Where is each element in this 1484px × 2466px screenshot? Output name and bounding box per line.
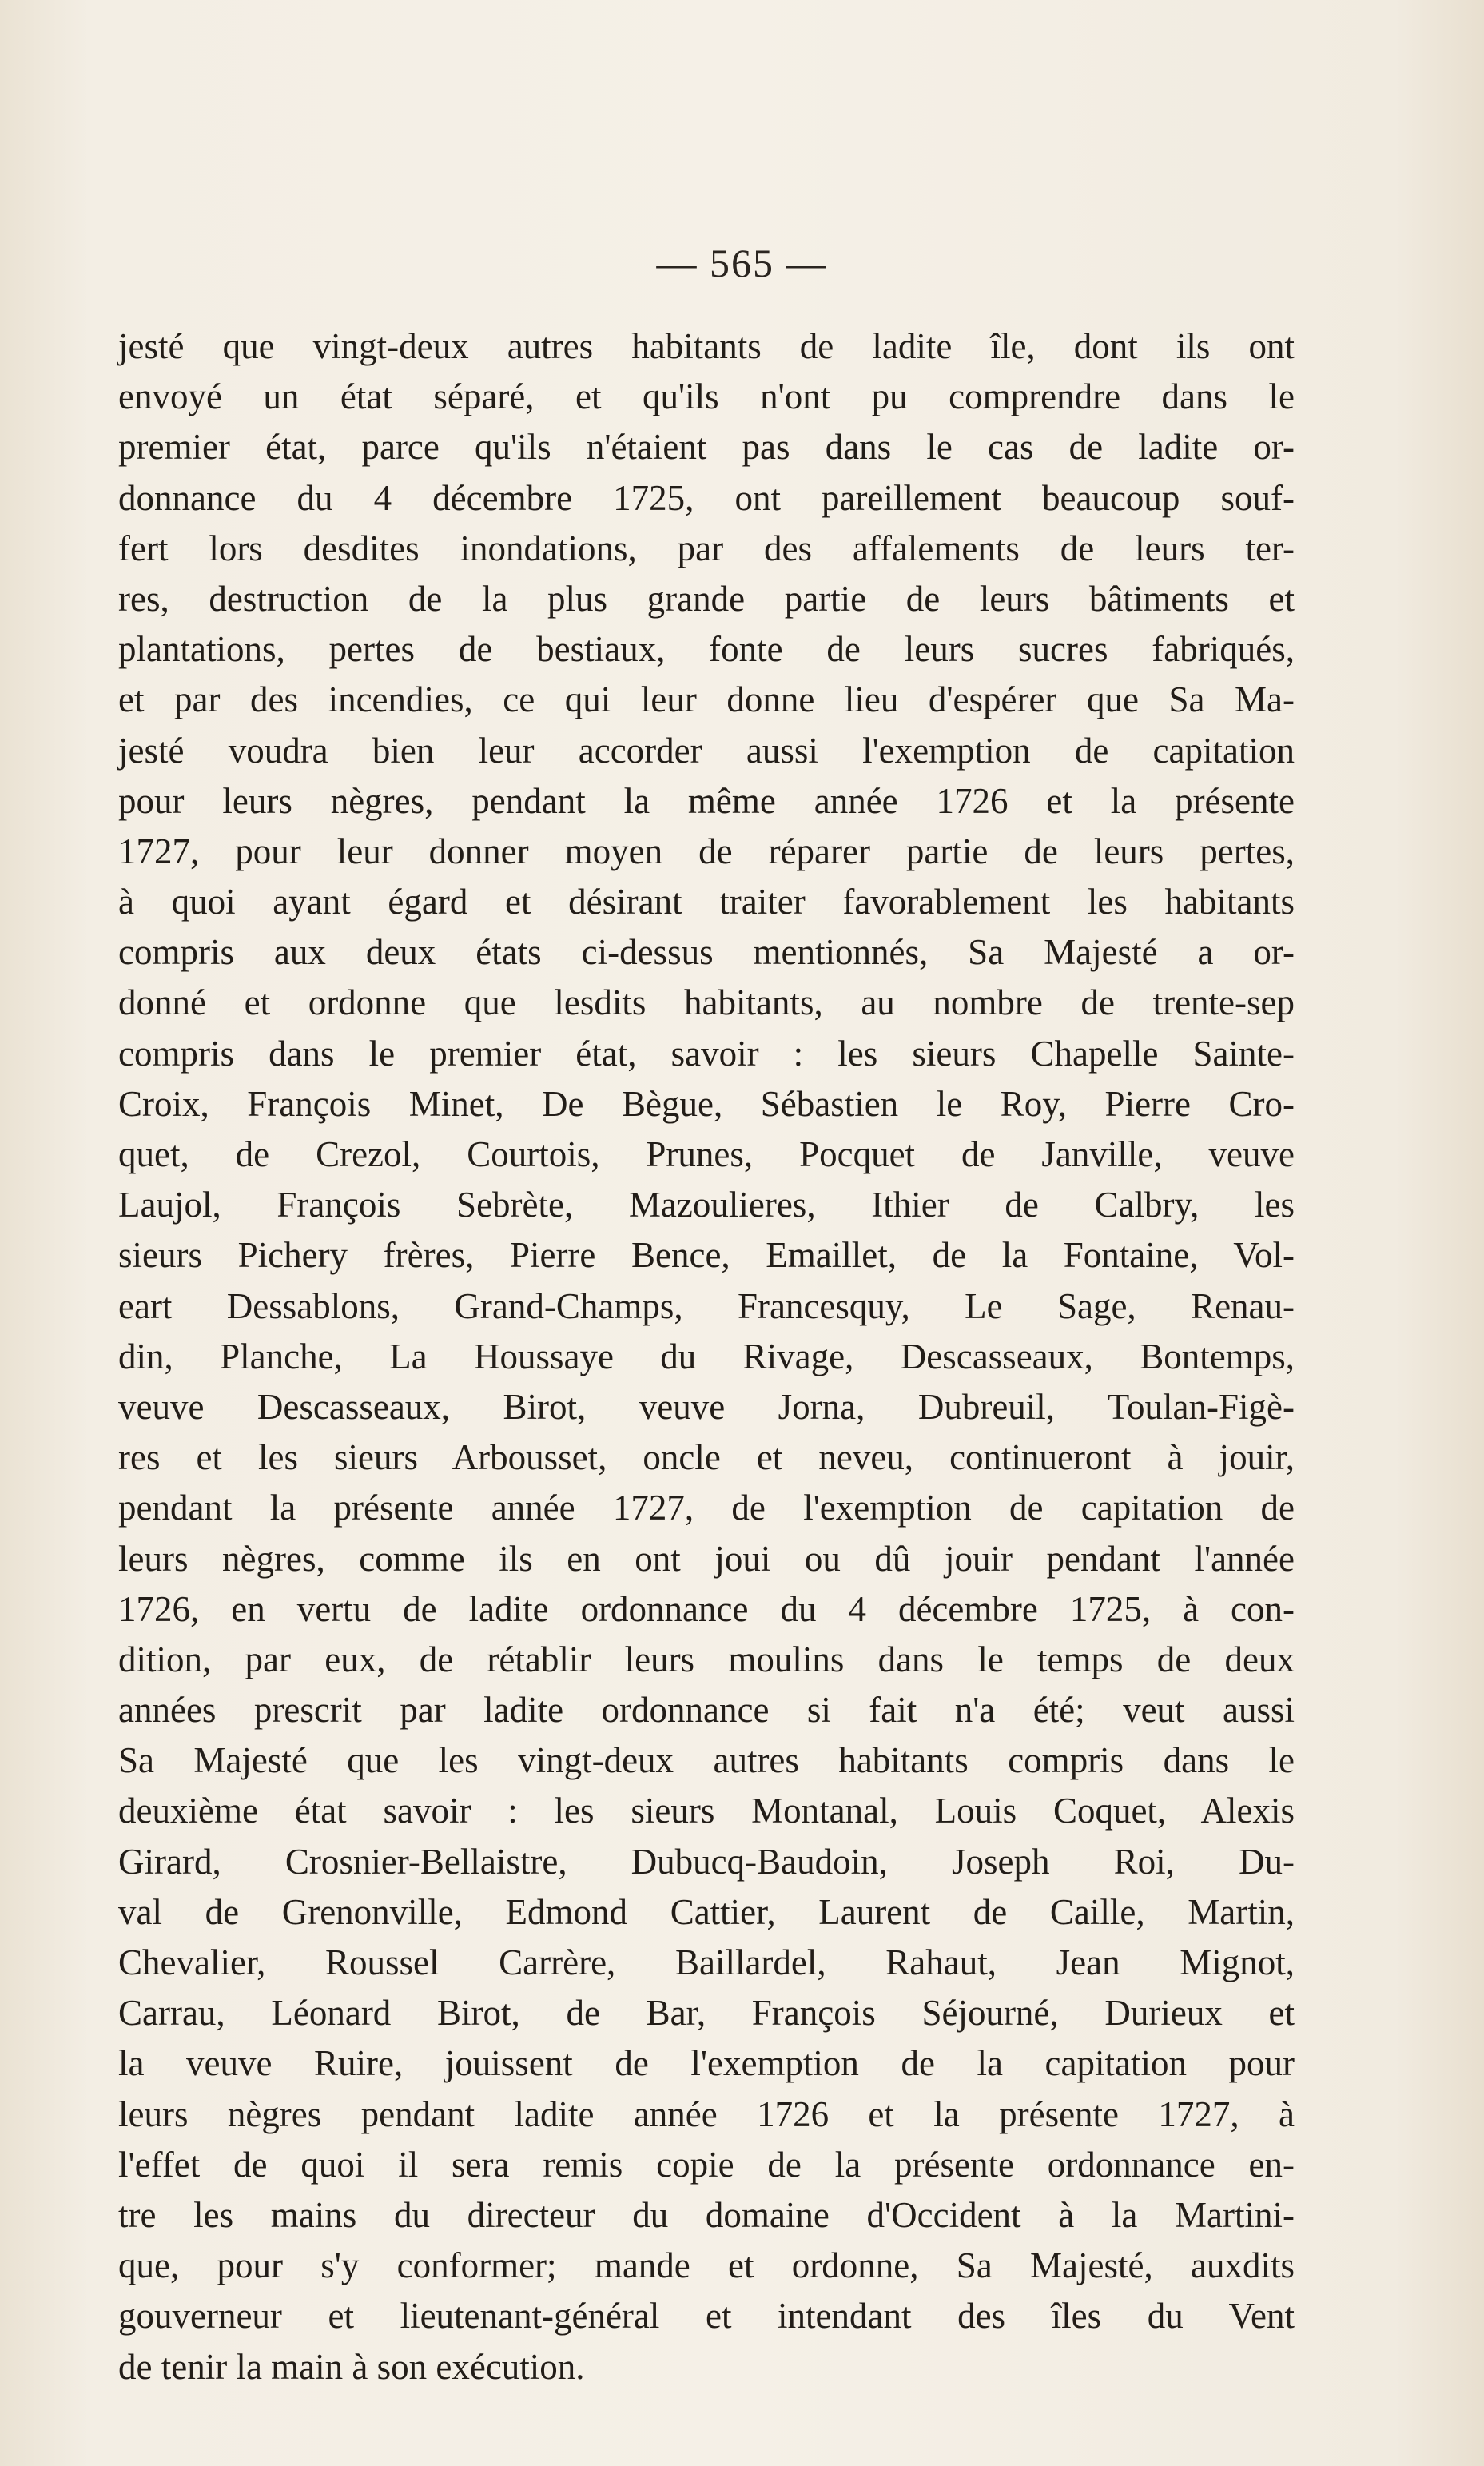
text-line: jesté voudra bien leur accorder aussi l'exemption de capitation <box>118 730 1295 771</box>
text-line: deuxième état savoir : les sieurs Montanal, Louis Coquet, Alexis <box>118 1791 1295 1831</box>
text-line: premier état, parce qu'ils n'étaient pas dans le cas de ladite or- <box>118 427 1295 468</box>
body-text <box>118 321 1295 2392</box>
text-line: Carrau, Léonard Birot, de Bar, François Séjourné, Durieux et <box>118 1993 1295 2034</box>
text-line: la veuve Ruire, jouissent de l'exemption de la capitation pour <box>118 2043 1295 2084</box>
text-line: donnance du 4 décembre 1725, ont pareillement beaucoup souf- <box>118 477 1295 518</box>
page-number: — 565 — <box>656 241 828 285</box>
text-line: tre les mains du directeur du domaine d'Occident à la Martini- <box>118 2194 1295 2235</box>
text-line: gouverneur et lieutenant-général et intendant des îles du Vent <box>118 2296 1295 2337</box>
text-line: res et les sieurs Arbousset, oncle et neveu, continueront à jouir, <box>118 1437 1295 1478</box>
text-line: fert lors desdites inondations, par des affalements de leurs ter- <box>118 528 1295 568</box>
text-line: l'effet de quoi il sera remis copie de la présente ordonnance en- <box>118 2144 1295 2185</box>
text-line: donné et ordonne que lesdits habitants, au nombre de trente-sep <box>118 982 1295 1023</box>
text-line: 1727, pour leur donner moyen de réparer partie de leurs pertes, <box>118 831 1295 871</box>
text-line: de tenir la main à son exécution. <box>118 2346 585 2387</box>
text-line: plantations, pertes de bestiaux, fonte de leurs sucres fabriqués, <box>118 629 1295 670</box>
text-line: val de Grenonville, Edmond Cattier, Laurent de Caille, Martin, <box>118 1891 1295 1932</box>
text-line: compris dans le premier état, savoir : les sieurs Chapelle Sainte- <box>118 1033 1295 1074</box>
text-line: 1726, en vertu de ladite ordonnance du 4 décembre 1725, à con- <box>118 1588 1295 1629</box>
text-line: Laujol, François Sebrète, Mazoulieres, Ithier de Calbry, les <box>118 1185 1295 1225</box>
text-line: eart Dessablons, Grand-Champs, Francesquy, Le Sage, Renau- <box>118 1285 1295 1326</box>
text-line: Sa Majesté que les vingt-deux autres habitants compris dans le <box>118 1740 1295 1781</box>
text-line: leurs nègres pendant ladite année 1726 et la présente 1727, à <box>118 2094 1295 2134</box>
text-line: Girard, Crosnier-Bellaistre, Dubucq-Baudoin, Joseph Roi, Du- <box>118 1841 1295 1882</box>
text-line: à quoi ayant égard et désirant traiter favorablement les habitants <box>118 882 1295 922</box>
text-line: din, Planche, La Houssaye du Rivage, Descasseaux, Bontemps, <box>118 1336 1295 1376</box>
text-line: compris aux deux états ci-dessus mentionnés, Sa Majesté a or- <box>118 932 1295 973</box>
text-line: Croix, François Minet, De Bègue, Sébastien le Roy, Pierre Cro- <box>118 1083 1295 1124</box>
text-line: quet, de Crezol, Courtois, Prunes, Pocquet de Janville, veuve <box>118 1134 1295 1174</box>
text-line: jesté que vingt-deux autres habitants de ladite île, dont ils ont <box>118 326 1295 366</box>
text-line: res, destruction de la plus grande partie de leurs bâtiments et <box>118 578 1295 619</box>
text-line: pour leurs nègres, pendant la même année 1726 et la présente <box>118 780 1295 821</box>
text-line: pendant la présente année 1727, de l'exemption de capitation de <box>118 1488 1295 1528</box>
text-line: dition, par eux, de rétablir leurs moulins dans le temps de deux <box>118 1639 1295 1679</box>
text-line: années prescrit par ladite ordonnance si fait n'a été; veut aussi <box>118 1690 1295 1731</box>
text-line: veuve Descasseaux, Birot, veuve Jorna, Dubreuil, Toulan-Figè- <box>118 1386 1295 1427</box>
text-line: sieurs Pichery frères, Pierre Bence, Emaillet, de la Fontaine, Vol- <box>118 1235 1295 1276</box>
text-line: et par des incendies, ce qui leur donne lieu d'espérer que Sa Ma- <box>118 679 1295 720</box>
text-line: leurs nègres, comme ils en ont joui ou dû jouir pendant l'année <box>118 1538 1295 1579</box>
text-line: que, pour s'y conformer; mande et ordonne, Sa Majesté, auxdits <box>118 2245 1295 2286</box>
text-line: Chevalier, Roussel Carrère, Baillardel, Rahaut, Jean Mignot, <box>118 1942 1295 1982</box>
text-line: envoyé un état séparé, et qu'ils n'ont pu comprendre dans le <box>118 376 1295 417</box>
